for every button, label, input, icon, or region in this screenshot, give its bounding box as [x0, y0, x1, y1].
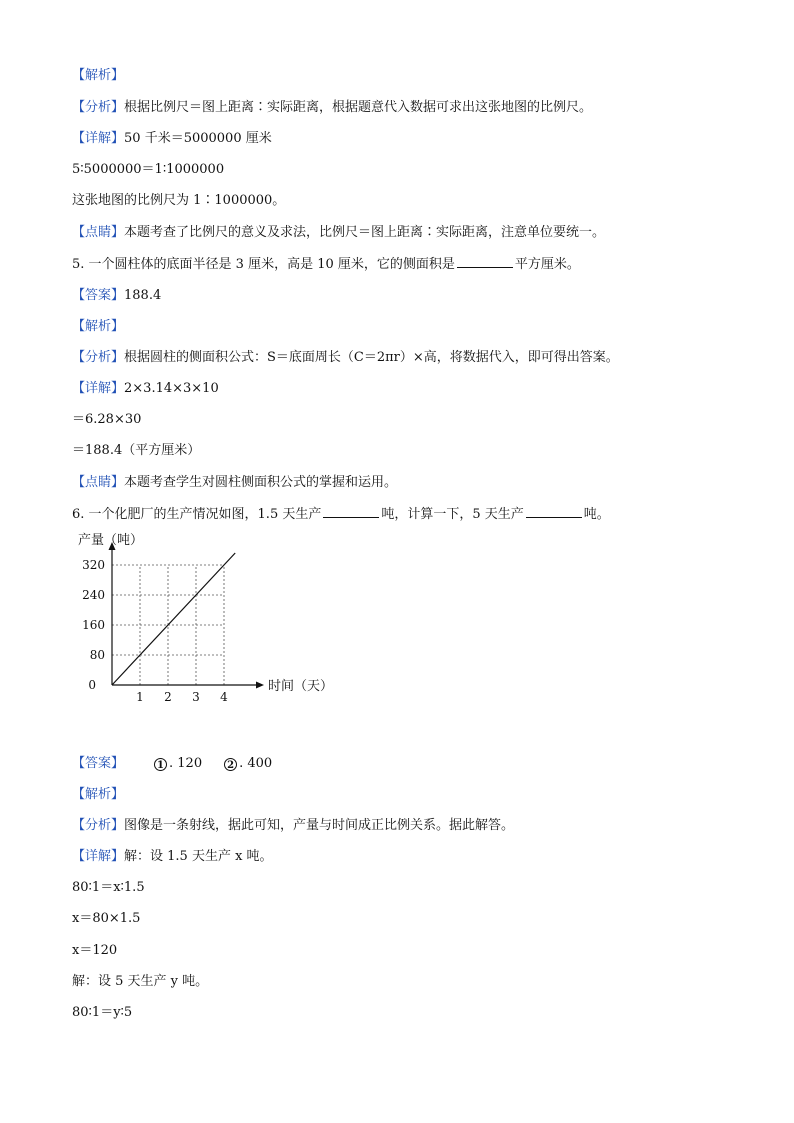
q5-fenxi: 【分析】根据圆柱的侧面积公式：S＝底面周长（C＝2πr）×高，将数据代入，即可得出答案。	[72, 350, 619, 365]
x-tick-label: 2	[164, 690, 172, 704]
circled-number-2: 2	[224, 758, 237, 771]
x-axis-arrow-icon	[256, 682, 264, 689]
q5-xiangjie: 【详解】2×3.14×3×10	[72, 381, 219, 396]
q6-line6: 80∶1＝y∶5	[72, 1005, 133, 1020]
series-line	[112, 553, 235, 685]
q5-analysis-heading: 【解析】	[72, 319, 125, 334]
q6-question: 6. 一个化肥厂的生产情况如图，1.5 天生产 吨，计算一下，5 天生产 吨。	[72, 507, 610, 522]
y-tick-label: 240	[82, 588, 105, 602]
production-line-chart	[70, 530, 350, 710]
circled-number-1: 1	[154, 758, 167, 771]
q6-answer-blank-2[interactable]	[526, 506, 582, 518]
y-tick-label: 320	[82, 558, 105, 572]
q4-analysis-heading: 【解析】	[72, 68, 125, 83]
y-tick-label: 80	[89, 648, 105, 662]
q6-fenxi: 【分析】图像是一条射线，据此可知，产量与时间成正比例关系。据此解答。	[72, 818, 515, 833]
origin-label: 0	[88, 678, 96, 692]
q4-line2: 5∶5000000＝1∶1000000	[72, 162, 225, 177]
q5-line2: ＝6.28×30	[72, 412, 142, 427]
q5-dianjing: 【点睛】本题考查学生对圆柱侧面积公式的掌握和运用。	[72, 475, 398, 490]
q6-line4: x＝120	[72, 943, 118, 958]
y-tick-label: 160	[82, 618, 105, 632]
q5-answer: 【答案】188.4	[72, 288, 162, 303]
q6-line3: x＝80×1.5	[72, 911, 141, 926]
q4-xiangjie: 【详解】50 千米＝5000000 厘米	[72, 131, 272, 146]
x-tick-label: 1	[136, 690, 144, 704]
q6-answer-blank-1[interactable]	[323, 506, 379, 518]
q6-line2: 80∶1＝x∶1.5	[72, 880, 145, 895]
q4-line3: 这张地图的比例尺为 1∶1000000。	[72, 193, 286, 208]
q4-fenxi: 【分析】根据比例尺＝图上距离∶实际距离，根据题意代入数据可求出这张地图的比例尺。	[72, 100, 593, 115]
x-tick-label: 3	[192, 690, 200, 704]
q6-line5: 解：设 5 天生产 y 吨。	[72, 974, 209, 989]
q6-answer: 【答案】 1 . 120 2 . 400	[72, 756, 273, 771]
q6-xiangjie: 【详解】解：设 1.5 天生产 x 吨。	[72, 849, 273, 864]
x-axis-label: 时间（天）	[268, 679, 334, 694]
q5-answer-blank[interactable]	[457, 256, 513, 268]
q5-line3: ＝188.4（平方厘米）	[72, 443, 201, 458]
y-axis-label: 产量（吨）	[78, 533, 144, 548]
q5-question: 5. 一个圆柱体的底面半径是 3 厘米，高是 10 厘米，它的侧面积是 平方厘米。	[72, 257, 580, 272]
x-tick-label: 4	[220, 690, 228, 704]
q6-analysis-heading: 【解析】	[72, 787, 125, 802]
q4-dianjing: 【点睛】本题考查了比例尺的意义及求法，比例尺＝图上距离∶实际距离，注意单位要统一。	[72, 225, 606, 240]
